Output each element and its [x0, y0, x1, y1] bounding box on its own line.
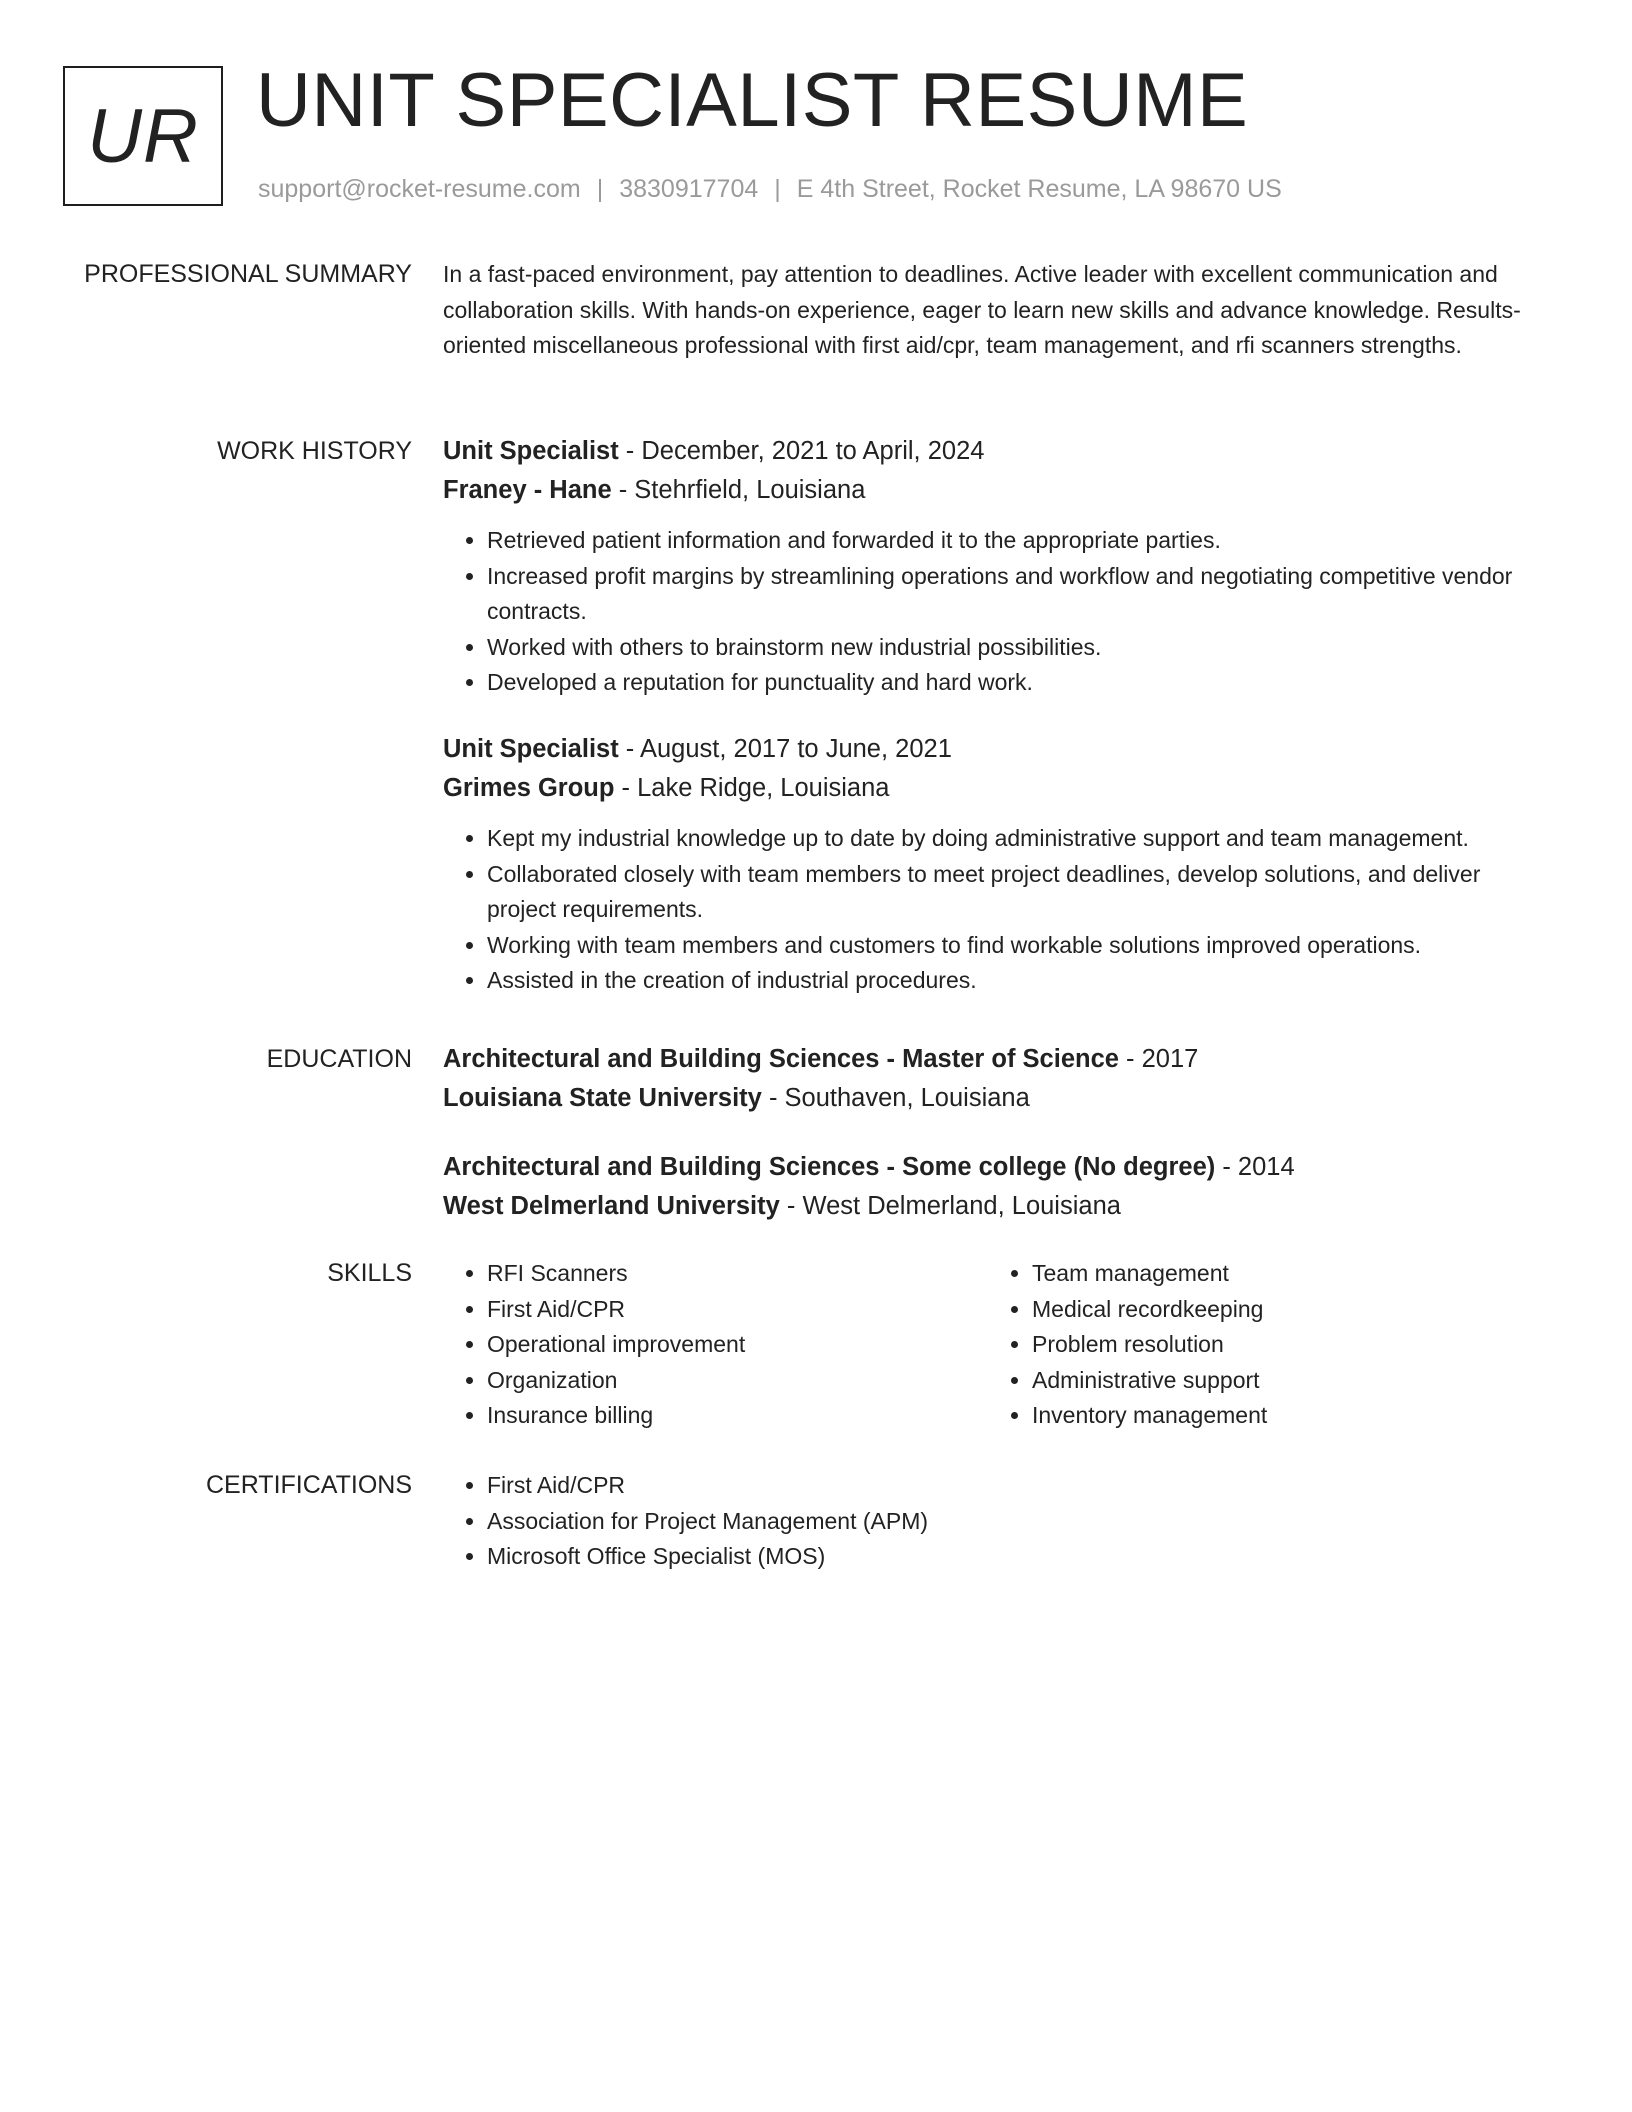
education-school: West Delmerland University: [443, 1192, 780, 1220]
certifications-list: [443, 1468, 1553, 1575]
education-year: - 2017: [1118, 1045, 1199, 1073]
skill-item: • Operational improvement: [487, 1327, 745, 1363]
section-label-skills: SKILLS: [327, 1259, 412, 1287]
job-dates: - August, 2017 to June, 2021: [618, 734, 952, 763]
education-degree-line: [443, 1040, 1553, 1079]
job-company-line: [443, 769, 1553, 808]
work-history-body: [443, 432, 1553, 999]
skill-item: • Team management: [1032, 1256, 1267, 1292]
job-bullet: • Worked with others to brainstorm new industrial possibilities.: [487, 630, 1553, 666]
contact-email[interactable]: support@rocket-resume.com: [258, 175, 581, 203]
skill-item: • Medical recordkeeping: [1032, 1292, 1267, 1328]
job-bullet: • Developed a reputation for punctuality and hard work.: [487, 665, 1553, 701]
education-location: - West Delmerland, Louisiana: [779, 1192, 1121, 1220]
skills-columns: [443, 1256, 1553, 1436]
job-company-line: [443, 471, 1553, 510]
section-label-education: EDUCATION: [266, 1045, 412, 1073]
skill-item: • First Aid/CPR: [487, 1292, 745, 1328]
contact-address: E 4th Street, Rocket Resume, LA 98670 US: [796, 175, 1282, 203]
job-bullets: [443, 821, 1553, 999]
skill-item: • Inventory management: [1032, 1398, 1267, 1434]
section-label-work-history: WORK HISTORY: [217, 437, 412, 465]
skills-list-right: [988, 1256, 1267, 1434]
job-title: Unit Specialist: [443, 734, 619, 763]
skills-body: [443, 1256, 1553, 1436]
education-degree: Architectural and Building Sciences - Master of Science: [443, 1045, 1119, 1073]
skills-list-left: [443, 1256, 745, 1434]
job-bullet: • Increased profit margins by streamlining operations and workflow and negotiating competitive vendor contracts.: [487, 559, 1553, 630]
job-company: Franey - Hane: [443, 476, 612, 504]
job-location: - Lake Ridge, Louisiana: [614, 773, 890, 802]
education-body: [443, 1040, 1553, 1226]
resume-title: UNIT SPECIALIST RESUME: [256, 58, 1249, 143]
education-location: - Southaven, Louisiana: [761, 1084, 1030, 1112]
contact-line: [258, 172, 1282, 206]
job-title-line: [443, 432, 1553, 471]
job-bullet: • Kept my industrial knowledge up to date by doing administrative support and team management.: [487, 821, 1553, 857]
monogram-badge: [63, 66, 223, 206]
job-title-line: [443, 730, 1553, 769]
skill-item: • Insurance billing: [487, 1398, 745, 1434]
certification-item: • Association for Project Management (APM): [487, 1504, 1553, 1540]
job-entry: [443, 432, 1553, 701]
education-school-line: [443, 1079, 1553, 1118]
job-entry: [443, 730, 1553, 999]
skill-item: • Problem resolution: [1032, 1327, 1267, 1363]
contact-separator: |: [596, 175, 604, 203]
summary-body: [443, 257, 1553, 364]
skill-item: • Administrative support: [1032, 1363, 1267, 1399]
job-company: Grimes Group: [443, 773, 615, 802]
job-bullet: • Working with team members and customers to find workable solutions improved operations.: [487, 928, 1553, 964]
job-location: - Stehrfield, Louisiana: [611, 476, 866, 504]
job-title: Unit Specialist: [443, 437, 619, 465]
job-bullet: • Retrieved patient information and forwarded it to the appropriate parties.: [487, 523, 1553, 559]
education-degree: Architectural and Building Sciences - Some college (No degree): [443, 1153, 1216, 1181]
summary-text: In a fast-paced environment, pay attention to deadlines. Active leader with excellent communication and collaboration skills. With hands-on experience, eager to learn new skills and advance knowledge. Results-oriented miscellaneous professional with first aid/cpr, team management, and rfi scanners strengths.: [443, 261, 1521, 359]
education-school-line: [443, 1187, 1553, 1226]
education-entry: [443, 1148, 1553, 1226]
education-year: - 2014: [1215, 1153, 1295, 1181]
certification-item: • Microsoft Office Specialist (MOS): [487, 1539, 1553, 1575]
job-bullets: [443, 523, 1553, 701]
certification-item: • First Aid/CPR: [487, 1468, 1553, 1504]
contact-separator: |: [774, 175, 781, 203]
skill-item: • Organization: [487, 1363, 745, 1399]
monogram-text: UR: [87, 93, 199, 179]
skill-item: • RFI Scanners: [487, 1256, 745, 1292]
section-label-certifications: CERTIFICATIONS: [205, 1471, 412, 1499]
section-label-summary: PROFESSIONAL SUMMARY: [84, 260, 412, 288]
job-dates: - December, 2021 to April, 2024: [618, 437, 985, 465]
job-bullet: • Collaborated closely with team members to meet project deadlines, develop solutions, and deliver project requirements.: [487, 857, 1553, 928]
education-degree-line: [443, 1148, 1553, 1187]
education-school: Louisiana State University: [443, 1084, 762, 1112]
job-bullet: • Assisted in the creation of industrial procedures.: [487, 963, 1553, 999]
education-entry: [443, 1040, 1553, 1118]
contact-phone[interactable]: 3830917704: [619, 175, 759, 203]
certifications-body: [443, 1468, 1553, 1575]
